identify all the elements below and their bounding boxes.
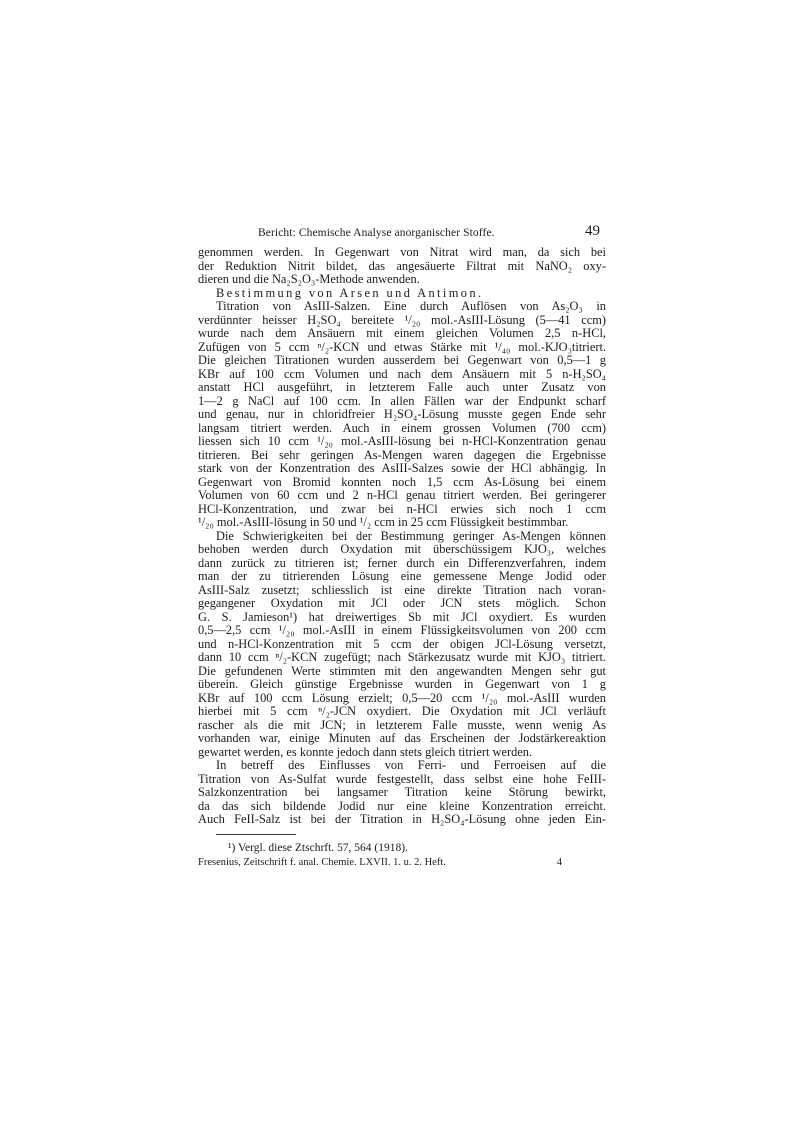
text-line: Titration von AsIII-Salzen. Eine durch Auflösen von As₂O₃ in bbox=[216, 299, 606, 313]
text-line: gewartet werden, es konnte jedoch dann stets gleich titriert werden. bbox=[198, 744, 533, 759]
text-line: Salzkonzentration bei langsamer Titration keine Störung bewirkt, bbox=[198, 785, 606, 799]
text-line: der Reduktion Nitrit bildet, das angesäuerte Filtrat mit NaNO₂ oxy- bbox=[198, 258, 606, 273]
text-line: und n-HCl-Konzentration mit 5 ccm der obigen JCl-Lösung versetzt, bbox=[198, 636, 606, 651]
text-line: Auch FeII-Salz ist bei der Titration in H₂SO₄-Lösung ohne jeden Ein- bbox=[198, 812, 606, 826]
text-line: genommen werden. In Gegenwart von Nitrat wird man, da sich bei bbox=[198, 245, 606, 259]
text-line: 1—2 g NaCl auf 100 ccm. In allen Fällen war der Endpunkt scharf bbox=[198, 393, 606, 408]
text-line: stark von der Konzentration des AsIII-Salzes sowie der HCl abhängig. In bbox=[198, 461, 606, 475]
journal-line: Fresenius, Zeitschrift f. anal. Chemie. LXVII. 1. u. 2. Heft. bbox=[198, 856, 446, 868]
text-line: langsam titriert werden. Auch in einem grossen Volumen (700 ccm) bbox=[198, 420, 606, 435]
text-line: KBr auf 100 ccm Lösung erzielt; 0,5—20 ccm ¹/₂₀ mol.-AsIII wurden bbox=[198, 690, 606, 705]
text-line: vorhanden war, einige Minuten auf das Erscheinen der Jodstärkereaktion bbox=[198, 731, 606, 745]
text-line: dann 10 ccm ⁿ/₂-KCN zugefügt; nach Stärkezusatz wurde mit KJO₃ titriert. bbox=[198, 650, 606, 664]
text-line: titrieren. Bei sehr geringen As-Mengen waren dagegen die Ergebnisse bbox=[198, 447, 606, 462]
text-line: und genau, nur in chloridfreier H₂SO₄-Lösung musste gegen Ende sehr bbox=[198, 407, 606, 421]
text-line: verdünnter heisser H₂SO₄ bereitete ¹/₂₀ mol.-AsIII-Lösung (5—41 ccm) bbox=[198, 312, 606, 327]
text-line: dieren und die Na₂S₂O₃-Methode anwenden. bbox=[198, 272, 420, 286]
text-line: Die gleichen Titrationen wurden ausserdem bei Gegenwart von 0,5—1 g bbox=[198, 353, 606, 367]
text-line: anstatt HCl ausgeführt, in letzterem Falle auch unter Zusatz von bbox=[198, 380, 606, 394]
page bbox=[198, 218, 606, 870]
text-line: In betreff des Einflusses von Ferri- und Ferroeisen auf die bbox=[216, 758, 606, 772]
body-text bbox=[198, 246, 606, 827]
text-line: Die Schwierigkeiten bei der Bestimmung geringer As-Mengen können bbox=[216, 528, 606, 543]
text-line: ¹/₂₀ mol.-AsIII-lösung in 50 und ¹/₂ ccm in 25 ccm Flüssigkeit bestimmbar. bbox=[198, 515, 569, 529]
footnote-rule bbox=[216, 834, 296, 835]
running-header bbox=[198, 218, 606, 246]
text-line: überein. Gleich günstige Ergebnisse wurden in Gegenwart von 1 g bbox=[198, 677, 606, 691]
page-footer bbox=[198, 856, 606, 870]
text-line: dann zurück zu titrieren ist; ferner durch ein Differenzverfahren, indem bbox=[198, 555, 606, 570]
text-line: behoben werden durch Oxydation mit überschüssigem KJO₃, welches bbox=[198, 542, 606, 556]
text-line: liessen sich 10 ccm ¹/₂₀ mol.-AsIII-lösung bei n-HCl-Konzentration genau bbox=[198, 434, 606, 448]
text-line: Volumen von 60 ccm und 2 n-HCl genau titriert werden. Bei geringerer bbox=[198, 488, 606, 502]
text-line: HCl-Konzentration, und zwar bei n-HCl erwies sich noch 1 ccm bbox=[198, 501, 606, 516]
text-line: rascher als die mit JCN; in letzterem Falle musste, wenn wenig As bbox=[198, 717, 606, 732]
footnote: ¹) Vergl. diese Ztschrft. 57, 564 (1918). bbox=[228, 841, 408, 854]
text-line: wurde nach dem Ansäuern mit einem gleichen Volumen 2,5 n-HCl, bbox=[198, 326, 606, 340]
text-line: da das sich bildende Jodid nur eine kleine Konzentration erreicht. bbox=[198, 798, 606, 813]
page-number: 49 bbox=[585, 223, 600, 239]
text-line: AsIII-Salz zusetzt; schliesslich ist eine direkte Titration nach voran- bbox=[198, 582, 606, 597]
text-line: man der zu titrierenden Lösung eine gemessene Menge Jodid oder bbox=[198, 569, 606, 583]
text-line: 0,5—2,5 ccm ¹/₂₀ mol.-AsIII in einem Flüssigkeitsvolumen von 200 ccm bbox=[198, 623, 606, 637]
text-line: KBr auf 100 ccm Volumen und nach dem Ansäuern mit 5 n-H₂SO₄ bbox=[198, 366, 606, 381]
text-line: Gegenwart von Bromid konnten noch 1,5 ccm As-Lösung bei einem bbox=[198, 474, 606, 489]
signature-mark: 4 bbox=[556, 856, 562, 868]
text-line: hierbei mit 5 ccm ⁿ/₂-JCN oxydiert. Die Oxydation mit JCl verläuft bbox=[198, 704, 606, 718]
text-line: Die gefundenen Werte stimmten mit den angewandten Mengen sehr gut bbox=[198, 663, 606, 678]
text-line: G. S. Jamieson¹) hat dreiwertiges Sb mit JCl oxydiert. Es wurden bbox=[198, 609, 606, 624]
text-line: Zufügen von 5 ccm ⁿ/₂-KCN und etwas Stärke mit ¹/₄₀ mol.-KJO₃titriert. bbox=[198, 339, 606, 354]
text-line: Bestimmung von Arsen und Antimon. bbox=[216, 285, 484, 300]
text-line: gegangener Oxydation mit JCl oder JCN stets möglich. Schon bbox=[198, 596, 606, 610]
text-line: Titration von As-Sulfat wurde festgestellt, dass selbst eine hohe FeIII- bbox=[198, 771, 606, 786]
running-title: Bericht: Chemische Analyse anorganischer Stoffe. bbox=[258, 227, 495, 239]
